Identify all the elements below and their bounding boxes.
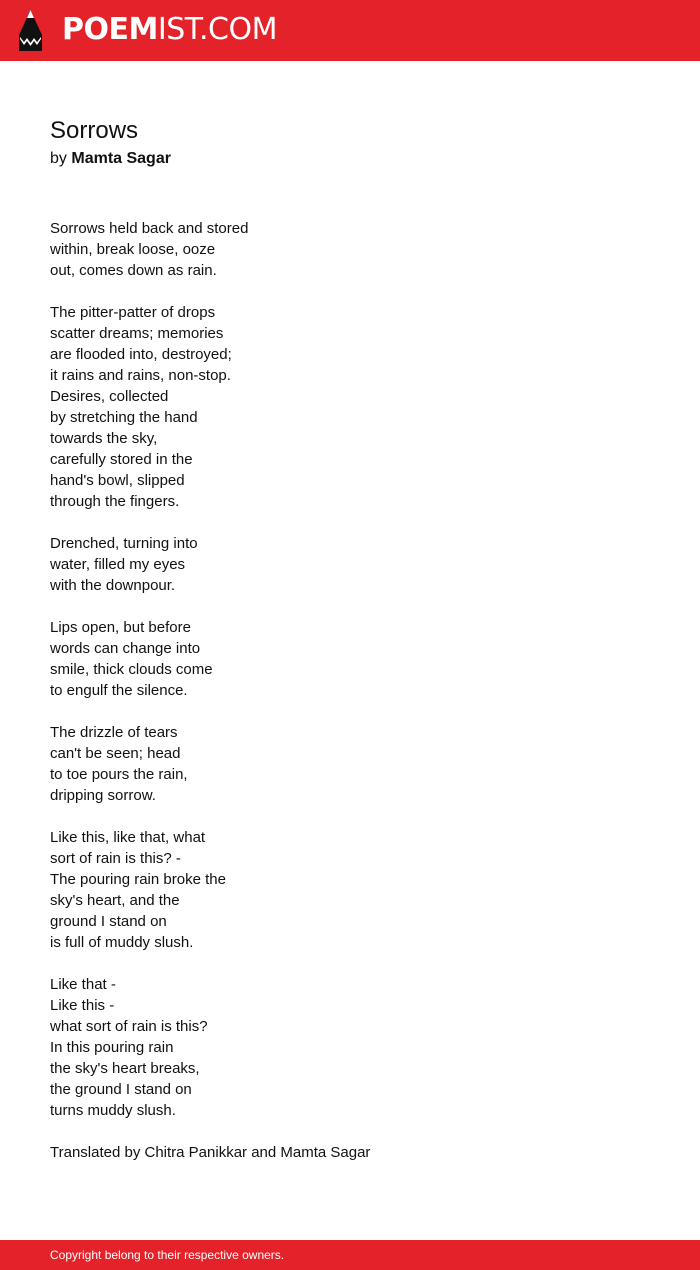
poem-line: to toe pours the rain, [50,766,188,783]
poem-line: out, comes down as rain. [50,262,217,279]
poem-line: Drenched, turning into [50,535,198,552]
brand-bold-text: POEM [62,12,158,47]
translation-credit: Translated by Chitra Panikkar and Mamta Sagar [50,1144,371,1161]
pencil-tip-icon [17,9,44,52]
poem-line: towards the sky, [50,430,158,447]
poem-line: Sorrows held back and stored [50,220,249,237]
poem-line: sky's heart, and the [50,892,180,909]
site-footer [0,1240,700,1270]
poem-line: carefully stored in the [50,451,193,468]
poem-line: is full of muddy slush. [50,934,194,951]
poem-line: hand's bowl, slipped [50,472,185,489]
poem-line: what sort of rain is this? [50,1018,208,1035]
poem-line: Like this, like that, what [50,829,206,846]
poem-line: it rains and rains, non-stop. [50,367,231,384]
author-name: Mamta Sagar [71,150,171,167]
poem-stanza [50,302,650,512]
poem-line: Like that - [50,976,116,993]
poem-stanza [50,617,650,701]
poem-line: The drizzle of tears [50,724,178,741]
copyright-text: Copyright belong to their respective owners. [50,1248,285,1262]
poem-line: smile, thick clouds come [50,661,213,678]
brand-light-text: IST.COM [157,12,277,47]
poem-title: Sorrows [50,117,139,144]
poem-line: The pouring rain broke the [50,871,226,888]
poem-line: are flooded into, destroyed; [50,346,232,363]
poem-line: the sky's heart breaks, [50,1060,200,1077]
poem-line: scatter dreams; memories [50,325,224,342]
poem-line: In this pouring rain [50,1039,174,1056]
poem-stanza [50,974,650,1121]
poem-line: Like this - [50,997,115,1014]
poem-line: to engulf the silence. [50,682,188,699]
poem-line: through the fingers. [50,493,180,510]
poem-line: turns muddy slush. [50,1102,176,1119]
poem-line: the ground I stand on [50,1081,192,1098]
poem-line: The pitter-patter of drops [50,304,216,321]
poem-stanza [50,533,650,596]
poem-stanza [50,218,650,281]
site-logo-link[interactable] [62,12,277,48]
poem-line: water, filled my eyes [50,556,186,573]
poem-line: Desires, collected [50,388,169,405]
poem-stanza [50,722,650,806]
poem-stanza [50,827,650,953]
poem-line: sort of rain is this? - [50,850,181,867]
poem-line: ground I stand on [50,913,167,930]
poem-body [50,218,650,1163]
poem-line: Lips open, but before [50,619,191,636]
poem-line: with the downpour. [50,577,176,594]
poem-line: by stretching the hand [50,409,198,426]
poem-line: within, break loose, ooze [50,241,216,258]
poem-line: words can change into [50,640,201,657]
poem-line: can't be seen; head [50,745,181,762]
byline-prefix: by [50,150,67,167]
poem-byline [50,148,171,170]
poem-line: dripping sorrow. [50,787,156,804]
site-header [0,0,700,61]
